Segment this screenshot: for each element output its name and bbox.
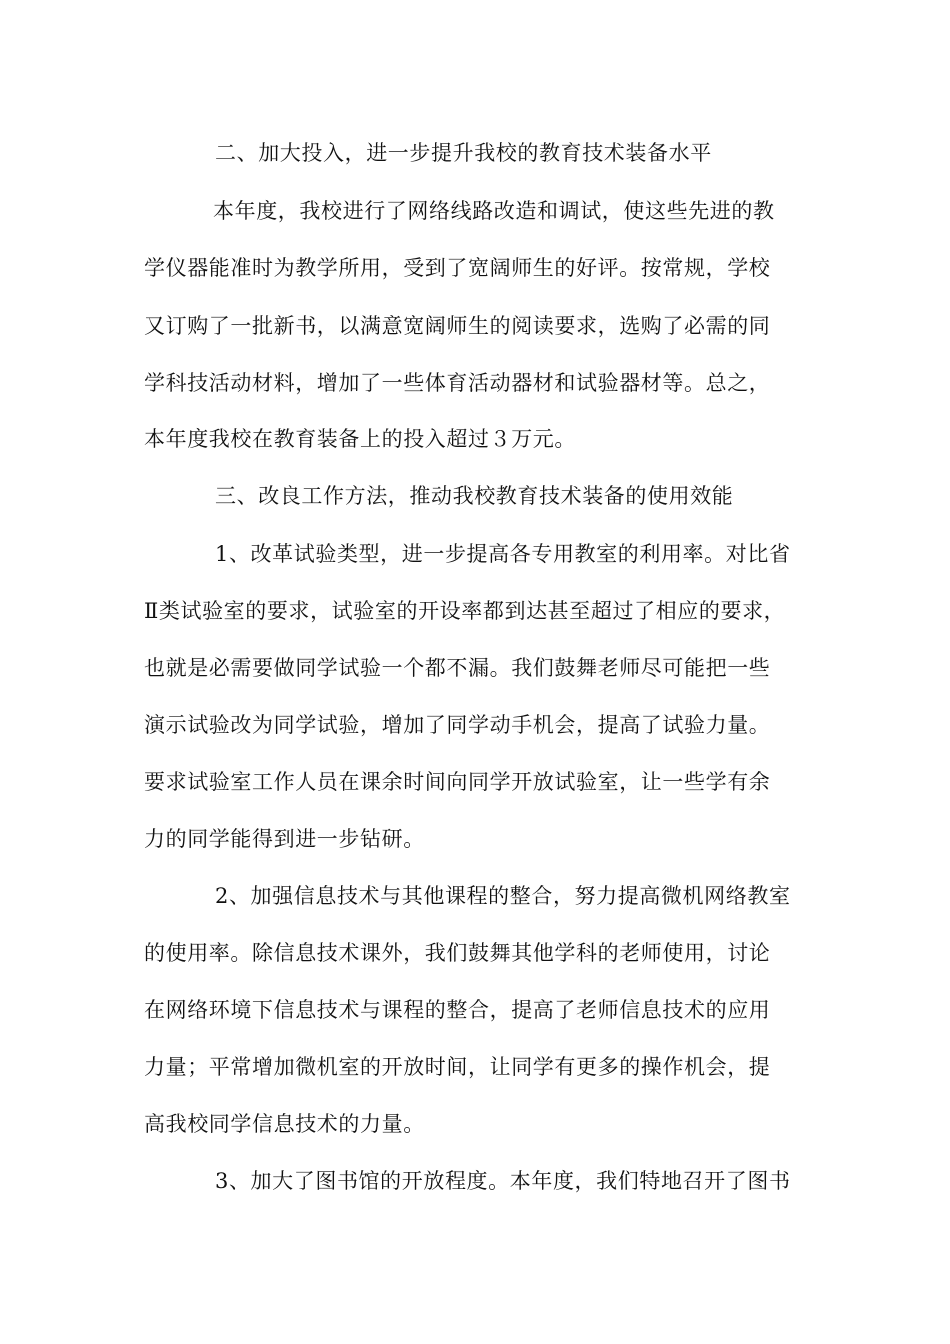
paragraph-line: 学科技活动材料，增加了一些体育活动器材和试验器材等。总之， (144, 371, 771, 395)
paragraph-line: 1、改革试验类型，进一步提高各专用教室的利用率。对比省 (215, 542, 791, 566)
paragraph-line: 高我校同学信息技术的力量。 (144, 1112, 425, 1136)
paragraph-line: 演示试验改为同学试验，增加了同学动手机会，提高了试验力量。 (144, 713, 771, 737)
paragraph-line: 要求试验室工作人员在课余时间向同学开放试验室，让一些学有余 (144, 770, 771, 794)
paragraph-line: 又订购了一批新书，以满意宽阔师生的阅读要求，选购了必需的同 (144, 314, 771, 338)
paragraph-line: 3、加大了图书馆的开放程度。本年度，我们特地召开了图书 (215, 1169, 791, 1193)
paragraph-line: 也就是必需要做同学试验一个都不漏。我们鼓舞老师尽可能把一些 (144, 656, 771, 680)
paragraph-line: 学仪器能准时为教学所用，受到了宽阔师生的好评。按常规，学校 (144, 256, 771, 280)
paragraph-line: 2、加强信息技术与其他课程的整合，努力提高微机网络教室 (215, 884, 791, 908)
section-heading-3: 三、改良工作方法，推动我校教育技术装备的使用效能 (215, 484, 734, 508)
section-heading-2: 二、加大投入，进一步提升我校的教育技术装备水平 (215, 141, 712, 165)
paragraph-line: Ⅱ类试验室的要求，试验室的开设率都到达甚至超过了相应的要求， (144, 599, 786, 623)
paragraph-line: 在网络环境下信息技术与课程的整合，提高了老师信息技术的应用 (144, 998, 771, 1022)
paragraph-line: 的使用率。除信息技术课外，我们鼓舞其他学科的老师使用，讨论 (144, 941, 771, 965)
paragraph-line: 力量；平常增加微机室的开放时间，让同学有更多的操作机会，提 (144, 1055, 771, 1079)
paragraph-line: 本年度我校在教育装备上的投入超过３万元。 (144, 427, 576, 451)
paragraph-line: 本年度，我校进行了网络线路改造和调试，使这些先进的教 (213, 199, 775, 223)
paragraph-line: 力的同学能得到进一步钻研。 (144, 827, 425, 851)
